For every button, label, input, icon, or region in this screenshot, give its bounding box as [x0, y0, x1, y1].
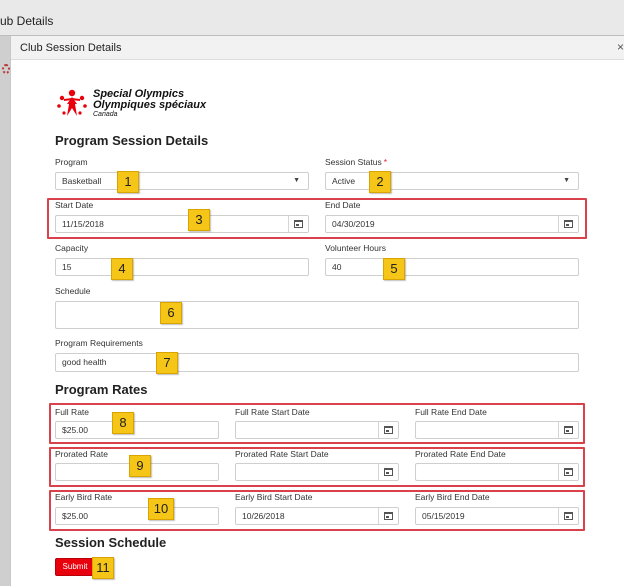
logo-text-country: Canada [93, 111, 118, 118]
calendar-icon[interactable] [378, 464, 398, 480]
prorated-rate-end-date-label: Prorated Rate End Date [415, 449, 506, 459]
callout-badge-11: 11 [92, 557, 114, 579]
early-bird-end-date-label: Early Bird End Date [415, 492, 490, 502]
early-bird-rate-input[interactable] [55, 507, 219, 525]
early-bird-start-date-label: Early Bird Start Date [235, 492, 313, 502]
special-olympics-logo-icon [55, 86, 89, 120]
start-date-label: Start Date [55, 200, 94, 210]
caret-down-icon: ▼ [563, 177, 570, 184]
background-window-edge [0, 36, 10, 586]
start-date-value: 11/15/2018 [62, 219, 104, 229]
callout-badge-7: 7 [156, 352, 178, 374]
volunteer-hours-input[interactable] [325, 258, 579, 276]
callout-badge-4: 4 [111, 258, 133, 280]
prorated-rate-start-date-input[interactable] [235, 463, 399, 481]
capacity-value: 15 [62, 262, 72, 272]
close-icon[interactable]: × [616, 40, 624, 54]
schedule-textarea[interactable] [55, 301, 579, 329]
early-bird-end-date-value: 05/15/2019 [422, 511, 465, 521]
schedule-label: Schedule [55, 286, 91, 296]
end-date-label: End Date [325, 200, 361, 210]
required-mark: * [383, 157, 388, 167]
calendar-icon[interactable] [558, 508, 578, 524]
calendar-icon[interactable] [378, 422, 398, 438]
session-status-label [325, 157, 387, 167]
callout-badge-8: 8 [112, 412, 134, 434]
full-rate-input[interactable] [55, 421, 219, 439]
early-bird-rate-label: Early Bird Rate [55, 492, 113, 502]
callout-badge-6: 6 [160, 302, 182, 324]
callout-badge-5: 5 [383, 258, 405, 280]
program-requirements-value: good health [62, 357, 107, 367]
end-date-input[interactable] [325, 215, 579, 233]
session-status-value: Active [332, 176, 356, 186]
early-bird-rate-value: $25.00 [62, 511, 88, 521]
program-select[interactable] [55, 172, 309, 190]
program-requirements-input[interactable] [55, 353, 579, 372]
background-window-titlebar [0, 0, 624, 36]
callout-badge-1: 1 [117, 171, 139, 193]
full-rate-start-date-input[interactable] [235, 421, 399, 439]
early-bird-end-date-input[interactable] [415, 507, 579, 525]
capacity-input[interactable] [55, 258, 309, 276]
submit-button[interactable]: Submit [55, 558, 95, 576]
volunteer-hours-label: Volunteer Hours [325, 243, 386, 253]
full-rate-value: $25.00 [62, 425, 88, 435]
section-title-program-session-details: Program Session Details [55, 133, 209, 148]
start-date-input[interactable] [55, 215, 309, 233]
calendar-icon[interactable] [558, 216, 578, 232]
full-rate-label: Full Rate [55, 407, 90, 417]
program-value: Basketball [62, 176, 102, 186]
prorated-rate-start-date-label: Prorated Rate Start Date [235, 449, 329, 459]
end-date-value: 04/30/2019 [332, 219, 375, 229]
modal-body [11, 60, 624, 586]
club-session-details-modal [10, 36, 624, 586]
full-rate-end-date-label: Full Rate End Date [415, 407, 487, 417]
full-rate-end-date-input[interactable] [415, 421, 579, 439]
callout-badge-10: 10 [148, 498, 174, 520]
callout-badge-3: 3 [188, 209, 210, 231]
early-bird-start-date-value: 10/26/2018 [242, 511, 285, 521]
program-requirements-label: Program Requirements [55, 338, 143, 348]
calendar-icon[interactable] [288, 216, 308, 232]
caret-down-icon: ▼ [293, 177, 300, 184]
volunteer-hours-value: 40 [332, 262, 342, 272]
section-title-session-schedule: Session Schedule [55, 535, 167, 550]
background-window-title: ub Details [0, 14, 54, 28]
calendar-icon[interactable] [558, 422, 578, 438]
section-title-program-rates: Program Rates [55, 382, 148, 397]
prorated-rate-end-date-input[interactable] [415, 463, 579, 481]
callout-badge-2: 2 [369, 171, 391, 193]
logo-text-english: Special Olympics [93, 88, 185, 100]
session-status-label-text: Session Status [325, 157, 382, 167]
calendar-icon[interactable] [378, 508, 398, 524]
special-olympics-logo [55, 86, 235, 120]
modal-title: Club Session Details [20, 42, 122, 54]
modal-header [11, 36, 624, 60]
full-rate-start-date-label: Full Rate Start Date [235, 407, 310, 417]
session-status-select[interactable] [325, 172, 579, 190]
capacity-label: Capacity [55, 243, 89, 253]
calendar-icon[interactable] [558, 464, 578, 480]
prorated-rate-label: Prorated Rate [55, 449, 108, 459]
logo-text-french: Olympiques spéciaux [93, 99, 207, 111]
program-label: Program [55, 157, 88, 167]
early-bird-start-date-input[interactable] [235, 507, 399, 525]
callout-badge-9: 9 [129, 455, 151, 477]
background-logo-fragment-icon [2, 64, 10, 74]
